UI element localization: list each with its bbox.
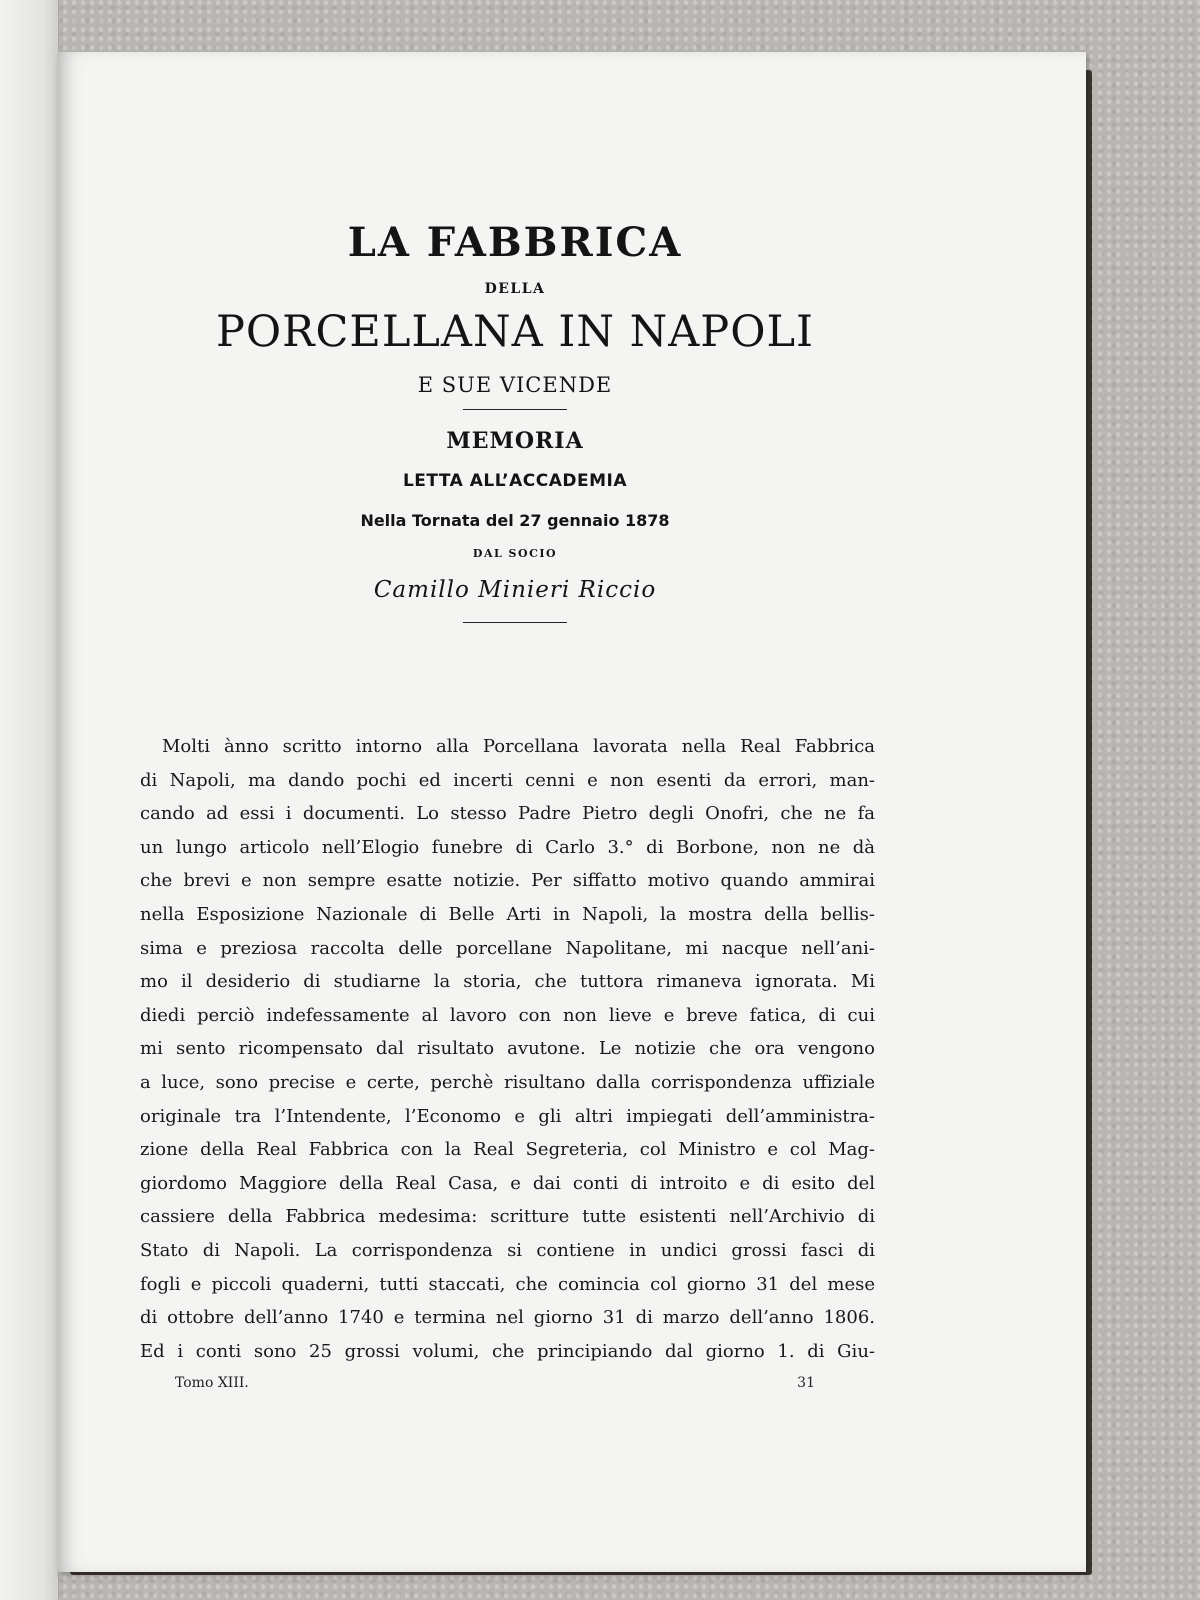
title-della: DELLA (484, 281, 546, 297)
title-letta: LETTA ALL’ACCADEMIA (402, 471, 628, 491)
divider-rule (463, 409, 567, 410)
body-line: cando ad essi i documenti. Lo stesso Padre Pietro degli Onofri, che ne fa (140, 803, 875, 825)
body-line: un lungo articolo nell’Elogio funebre di Carlo 3.° di Borbone, non ne dà (140, 836, 875, 858)
body-line: fogli e piccoli quaderni, tutti staccati, che comincia col giorno 31 del mese (140, 1273, 875, 1295)
title-vicende: E SUE VICENDE (417, 373, 613, 397)
body-line: originale tra l’Intendente, l’Economo e gli altri impiegati dell’amministra- (140, 1105, 875, 1127)
body-line: sima e preziosa raccolta delle porcellane Napolitane, mi nacque nell’ani- (140, 937, 875, 959)
body-line: Stato di Napoli. La corrispondenza si contiene in undici grossi fasci di (140, 1239, 875, 1261)
divider-rule-2 (463, 622, 567, 623)
body-line: a luce, sono precise e certe, perchè risultano dalla corrispondenza uffiziale (140, 1071, 875, 1093)
body-line: di ottobre dell’anno 1740 e termina nel giorno 31 di marzo dell’anno 1806. (140, 1307, 875, 1329)
body-line: zione della Real Fabbrica con la Real Segreteria, col Ministro e col Mag- (140, 1139, 875, 1161)
page-subtitle: PORCELLANA IN NAPOLI (215, 307, 815, 357)
page-number: 31 (797, 1375, 815, 1391)
body-line: nella Esposizione Nazionale di Belle Arti in Napoli, la mostra della bellis- (140, 903, 875, 925)
title-dal-socio: DAL SOCIO (472, 547, 558, 560)
body-line: Ed i conti sono 25 grossi volumi, che principiando dal giorno 1. di Giu- (140, 1340, 875, 1362)
body-line: Molti ànno scritto intorno alla Porcellana lavorata nella Real Fabbrica (162, 736, 875, 757)
title-block (140, 215, 890, 623)
body-text (140, 730, 875, 1368)
body-line: mi sento ricompensato dal risultato avutone. Le notizie che ora vengono (140, 1038, 875, 1060)
title-tornata: Nella Tornata del 27 gennaio 1878 (360, 511, 670, 530)
footer-tomo: Tomo XIII. (175, 1375, 249, 1391)
body-line: di Napoli, ma dando pochi ed incerti cenni e non esenti da errori, man- (140, 769, 875, 791)
author-name: Camillo Minieri Riccio (373, 577, 657, 603)
body-line: giordomo Maggiore della Real Casa, e dai conti di introito e di esito del (140, 1172, 875, 1194)
left-page-edge (0, 0, 59, 1600)
body-line: che brevi e non sempre esatte notizie. Per siffatto motivo quando ammirai (140, 870, 875, 892)
body-line: mo il desiderio di studiarne la storia, che tuttora rimaneva ignorata. Mi (140, 971, 875, 993)
title-memoria: MEMORIA (446, 428, 584, 454)
body-line: diedi perciò indefessamente al lavoro con non lieve e breve fatica, di cui (140, 1004, 875, 1026)
body-line: cassiere della Fabbrica medesima: scritture tutte esistenti nell’Archivio di (140, 1206, 875, 1228)
page-title: LA FABBRICA (347, 219, 683, 266)
